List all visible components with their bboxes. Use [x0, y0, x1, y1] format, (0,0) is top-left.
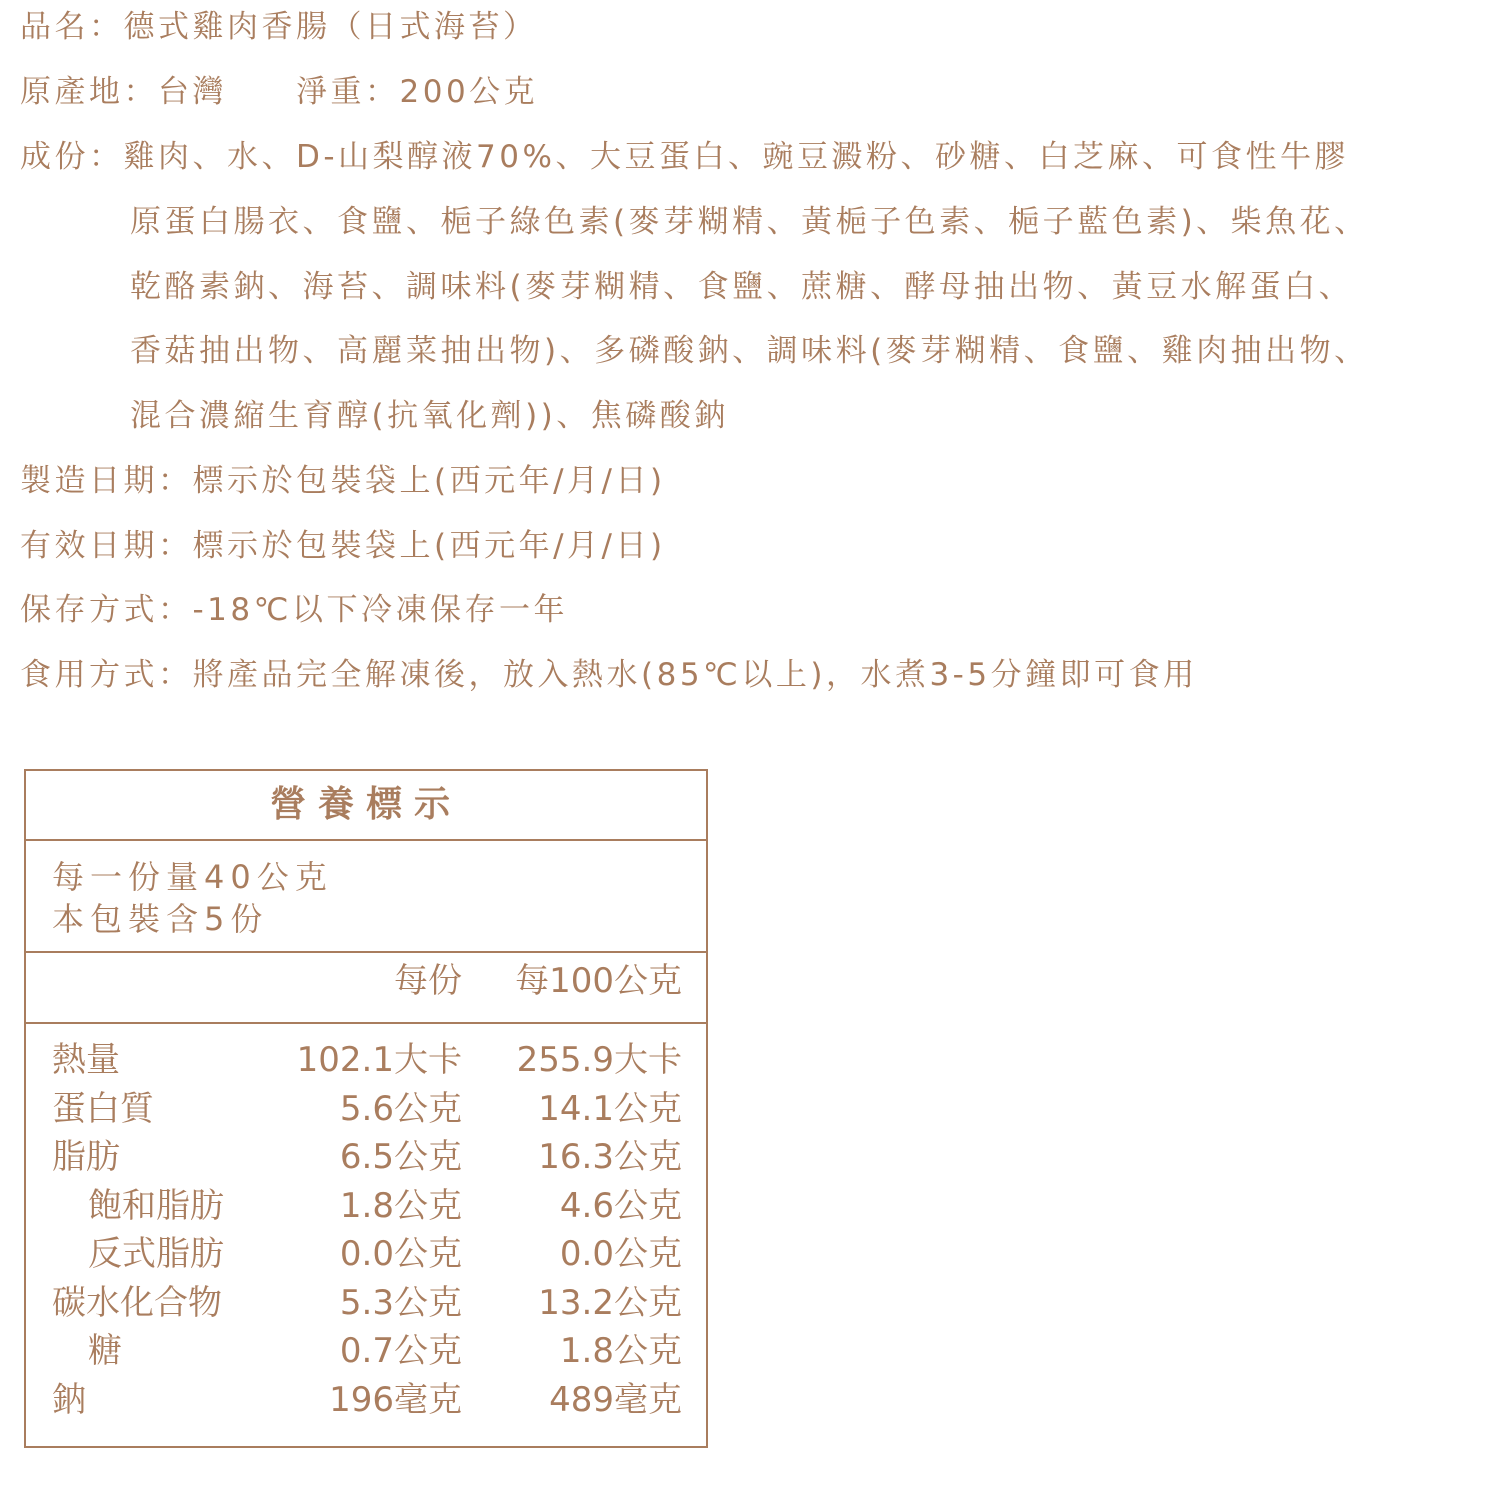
- per-100g-value: 0.0公克: [559, 1234, 682, 1274]
- ingredients-line-5: 混合濃縮生育醇(抗氧化劑))、焦磷酸鈉: [130, 398, 729, 434]
- nutrition-column-header: [26, 951, 706, 1024]
- nutrition-row-trans-fat: [26, 1230, 706, 1279]
- nutrient-label: 蛋白質: [52, 1088, 154, 1129]
- nutrition-title: 營養標示: [26, 771, 706, 841]
- per-100g-value: 13.2公克: [538, 1282, 682, 1323]
- per-100g-value: 16.3公克: [538, 1137, 682, 1177]
- ingredients-line-1: 成份：雞肉、水、D-山梨醇液70%、大豆蛋白、豌豆澱粉、砂糖、白芝麻、可食性牛膠: [20, 139, 1349, 175]
- per-100g-value: 14.1公克: [538, 1088, 682, 1129]
- nutrition-row-protein: [26, 1085, 706, 1134]
- nutrient-label: 碳水化合物: [52, 1282, 222, 1323]
- product-name-line: 品名：德式雞肉香腸（日式海苔）: [20, 9, 538, 45]
- per-100g-value: 4.6公克: [559, 1185, 682, 1226]
- ingredients-line-2: 原蛋白腸衣、食鹽、梔子綠色素(麥芽糊精、黃梔子色素、梔子藍色素)、柴魚花、: [130, 204, 1369, 240]
- column-per-serving: 每份: [394, 961, 462, 1001]
- nutrition-row-sugar: [26, 1327, 706, 1376]
- per-serving-value: 0.0公克: [339, 1234, 462, 1274]
- nutrition-row-calories: [26, 1036, 706, 1085]
- per-serving-value: 196毫克: [329, 1379, 462, 1420]
- column-per-100g: 每100公克: [515, 961, 682, 1001]
- per-serving-value: 5.6公克: [339, 1088, 462, 1129]
- nutrient-label: 熱量: [52, 1040, 120, 1080]
- usage-line: 食用方式：將產品完全解凍後，放入熱水(85℃以上)，水煮3-5分鐘即可食用: [20, 657, 1198, 693]
- nutrient-label: 反式脂肪: [88, 1234, 224, 1274]
- nutrient-label: 飽和脂肪: [88, 1185, 224, 1226]
- nutrition-row-sodium: [26, 1376, 706, 1425]
- nutrient-label: 糖: [88, 1331, 122, 1371]
- nutrient-label: 鈉: [52, 1379, 86, 1420]
- nutrient-label: 脂肪: [52, 1137, 120, 1177]
- per-100g-value: 255.9大卡: [516, 1040, 682, 1080]
- per-serving-value: 0.7公克: [339, 1331, 462, 1371]
- per-100g-value: 489毫克: [549, 1379, 682, 1420]
- per-serving-value: 1.8公克: [339, 1185, 462, 1226]
- per-100g-value: 1.8公克: [559, 1331, 682, 1371]
- nutrition-row-fat: [26, 1133, 706, 1182]
- nutrition-facts-table: [24, 769, 708, 1448]
- per-serving-value: 6.5公克: [339, 1137, 462, 1177]
- storage-line: 保存方式：-18℃以下冷凍保存一年: [20, 592, 568, 628]
- nutrition-row-carbohydrate: [26, 1279, 706, 1328]
- serving-info: [26, 839, 706, 953]
- serving-size: 每一份量40公克: [52, 858, 333, 896]
- servings-per-pack: 本包裝含5份: [52, 900, 269, 938]
- ingredients-line-4: 香菇抽出物、高麗菜抽出物)、多磷酸鈉、調味料(麥芽糊精、食鹽、雞肉抽出物、: [130, 333, 1369, 369]
- nutrition-rows: [26, 1036, 706, 1424]
- per-serving-value: 102.1大卡: [296, 1040, 462, 1080]
- manufacture-date-line: 製造日期：標示於包裝袋上(西元年/月/日): [20, 463, 666, 499]
- origin-weight-line: 原產地：台灣 淨重：200公克: [20, 74, 539, 110]
- per-serving-value: 5.3公克: [339, 1282, 462, 1323]
- expiry-date-line: 有效日期：標示於包裝袋上(西元年/月/日): [20, 528, 666, 564]
- nutrition-row-saturated-fat: [26, 1182, 706, 1231]
- ingredients-line-3: 乾酪素鈉、海苔、調味料(麥芽糊精、食鹽、蔗糖、酵母抽出物、黃豆水解蛋白、: [130, 269, 1354, 305]
